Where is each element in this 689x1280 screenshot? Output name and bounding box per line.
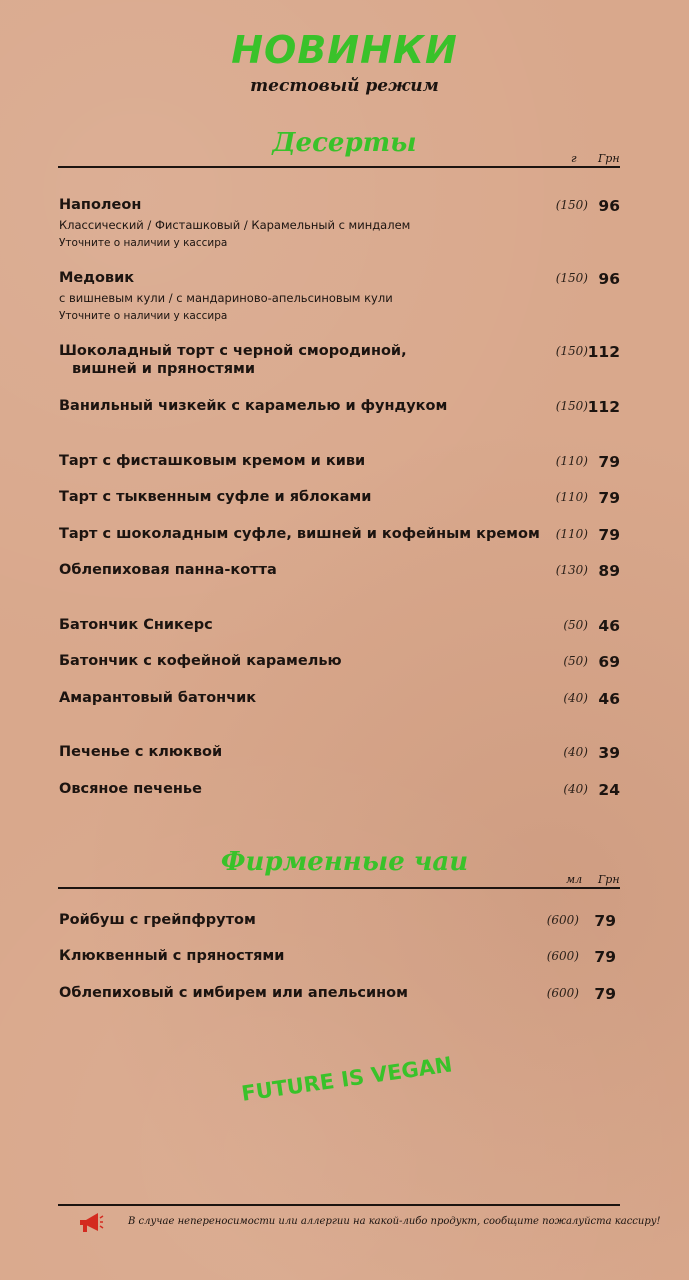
menu-item-volume: (600): [546, 986, 579, 1000]
section-title-desserts: Десерты: [272, 128, 417, 158]
menu-item-name: Ройбуш с грейпфрутом: [59, 912, 256, 928]
menu-item-weight: (50): [563, 618, 588, 632]
page-title: НОВИНКИ: [231, 28, 458, 72]
menu-item-price: 89: [598, 562, 620, 580]
menu-item-note: Уточните о наличии у кассира: [59, 310, 228, 322]
allergy-notice: В случае непереносимости или аллергии на какой-либо продукт, сообщите пожалуйста кассиру!: [128, 1216, 661, 1227]
menu-item-price: 79: [594, 985, 616, 1003]
menu-item-name: Клюквенный с пряностями: [59, 948, 285, 964]
menu-item-price: 79: [594, 948, 616, 966]
menu-item-price: 96: [598, 270, 620, 288]
menu-item-name: Медовик: [59, 270, 135, 286]
menu-item-description: с вишневым кули / с мандариново-апельсиновым кули: [59, 291, 393, 305]
menu-item-name: Облепиховая панна-котта: [59, 562, 277, 578]
menu-item-name: Амарантовый батончик: [59, 690, 257, 706]
menu-item-price: 79: [598, 489, 620, 507]
menu-item-price: 79: [594, 912, 616, 930]
menu-item-weight: (110): [555, 527, 588, 541]
menu-item-price: 46: [598, 690, 620, 708]
menu-item-name: Овсяное печенье: [59, 781, 202, 797]
menu-item-weight: (130): [555, 563, 588, 577]
menu-item-description: Классический / Фисташковый / Карамельный с миндалем: [59, 218, 411, 232]
menu-item-price: 112: [587, 343, 620, 361]
footer-divider: [58, 1204, 620, 1206]
column-header-price: Грн: [598, 152, 620, 165]
menu-item-weight: (150): [555, 399, 588, 413]
section-divider: [58, 887, 620, 889]
menu-item-weight: (40): [563, 745, 588, 759]
slogan-stamp: FUTURE IS VEGAN: [240, 1052, 454, 1106]
menu-item-price: 79: [598, 453, 620, 471]
menu-item-name: Шоколадный торт с черной смородиной,: [59, 343, 407, 359]
menu-item-price: 112: [587, 398, 620, 416]
column-header-volume: мл: [566, 873, 583, 886]
megaphone-icon: [78, 1211, 104, 1235]
menu-item-name: Тарт с фисташковым кремом и киви: [59, 453, 366, 469]
column-header-price: Грн: [598, 873, 620, 886]
page-subtitle: тестовый режим: [250, 76, 439, 96]
section-title-teas: Фирменные чаи: [220, 847, 469, 877]
menu-item-name: Печенье с клюквой: [59, 744, 223, 760]
menu-item-weight: (40): [563, 782, 588, 796]
menu-item-name: Тарт с шоколадным суфле, вишней и кофейным кремом: [59, 526, 540, 542]
menu-item-volume: (600): [546, 913, 579, 927]
menu-item-name: Ванильный чизкейк с карамелью и фундуком: [59, 398, 448, 414]
section-divider: [58, 166, 620, 168]
menu-item-weight: (110): [555, 454, 588, 468]
menu-item-price: 39: [598, 744, 620, 762]
menu-item-price: 79: [598, 526, 620, 544]
menu-item-weight: (150): [555, 198, 588, 212]
menu-item-price: 24: [598, 781, 620, 799]
menu-item-weight: (40): [563, 691, 588, 705]
menu-item-note: Уточните о наличии у кассира: [59, 237, 228, 249]
column-header-weight: г: [571, 152, 577, 165]
menu-item-price: 96: [598, 197, 620, 215]
menu-item-name: Батончик Сникерс: [59, 617, 213, 633]
menu-item-volume: (600): [546, 949, 579, 963]
menu-item-weight: (110): [555, 490, 588, 504]
menu-item-name: Облепиховый с имбирем или апельсином: [59, 985, 408, 1001]
menu-item-name: Тарт с тыквенным суфле и яблоками: [59, 489, 372, 505]
menu-item-weight: (150): [555, 344, 588, 358]
menu-item-price: 69: [598, 653, 620, 671]
menu-item-weight: (150): [555, 271, 588, 285]
menu-item-price: 46: [598, 617, 620, 635]
menu-item-name-continued: вишней и пряностями: [72, 361, 256, 377]
menu-item-name: Наполеон: [59, 197, 142, 213]
menu-item-name: Батончик с кофейной карамелью: [59, 653, 342, 669]
menu-item-weight: (50): [563, 654, 588, 668]
